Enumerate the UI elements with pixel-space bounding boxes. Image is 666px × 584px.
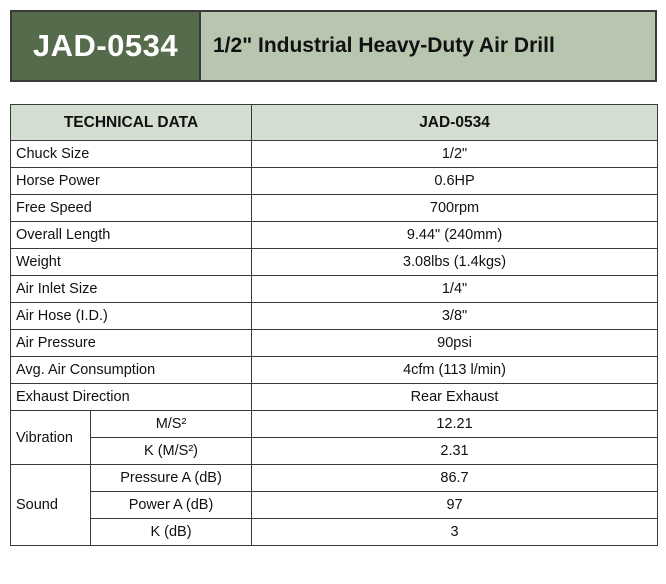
- row-value: 3.08lbs (1.4kgs): [252, 249, 658, 276]
- row-label: Avg. Air Consumption: [11, 357, 252, 384]
- table-row: [11, 195, 658, 222]
- row-label: Air Pressure: [11, 330, 252, 357]
- table-header-row: [11, 105, 658, 141]
- row-value: 86.7: [252, 465, 658, 492]
- row-value: 700rpm: [252, 195, 658, 222]
- table-row: [11, 411, 658, 438]
- row-value: 12.21: [252, 411, 658, 438]
- table-row: [11, 357, 658, 384]
- row-value: 3: [252, 519, 658, 546]
- table-row: [11, 222, 658, 249]
- row-value: 1/4": [252, 276, 658, 303]
- row-value: Rear Exhaust: [252, 384, 658, 411]
- table-row: [11, 384, 658, 411]
- row-sublabel: K (dB): [91, 519, 252, 546]
- title-banner: [10, 10, 657, 82]
- vibration-group-label: Vibration: [11, 411, 91, 465]
- row-value: 9.44" (240mm): [252, 222, 658, 249]
- row-label: Air Inlet Size: [11, 276, 252, 303]
- table-row: [11, 465, 658, 492]
- table-row: [11, 330, 658, 357]
- table-row: [11, 303, 658, 330]
- product-title: 1/2" Industrial Heavy-Duty Air Drill: [201, 12, 655, 80]
- spec-table: [10, 104, 658, 546]
- row-sublabel: K (M/S²): [91, 438, 252, 465]
- row-label: Horse Power: [11, 168, 252, 195]
- row-label: Free Speed: [11, 195, 252, 222]
- table-row: [11, 276, 658, 303]
- row-value: 90psi: [252, 330, 658, 357]
- row-value: 97: [252, 492, 658, 519]
- table-row: [11, 492, 658, 519]
- row-label: Weight: [11, 249, 252, 276]
- row-sublabel: M/S²: [91, 411, 252, 438]
- row-value: 4cfm (113 l/min): [252, 357, 658, 384]
- header-model: JAD-0534: [252, 105, 658, 141]
- row-sublabel: Power A (dB): [91, 492, 252, 519]
- row-label: Exhaust Direction: [11, 384, 252, 411]
- header-technical-data: TECHNICAL DATA: [11, 105, 252, 141]
- row-label: Chuck Size: [11, 141, 252, 168]
- sound-group-label: Sound: [11, 465, 91, 546]
- model-number: JAD-0534: [12, 12, 201, 80]
- row-value: 3/8": [252, 303, 658, 330]
- table-row: [11, 438, 658, 465]
- row-sublabel: Pressure A (dB): [91, 465, 252, 492]
- table-row: [11, 519, 658, 546]
- table-row: [11, 141, 658, 168]
- table-row: [11, 249, 658, 276]
- row-value: 0.6HP: [252, 168, 658, 195]
- row-label: Overall Length: [11, 222, 252, 249]
- row-label: Air Hose (I.D.): [11, 303, 252, 330]
- table-row: [11, 168, 658, 195]
- row-value: 1/2": [252, 141, 658, 168]
- row-value: 2.31: [252, 438, 658, 465]
